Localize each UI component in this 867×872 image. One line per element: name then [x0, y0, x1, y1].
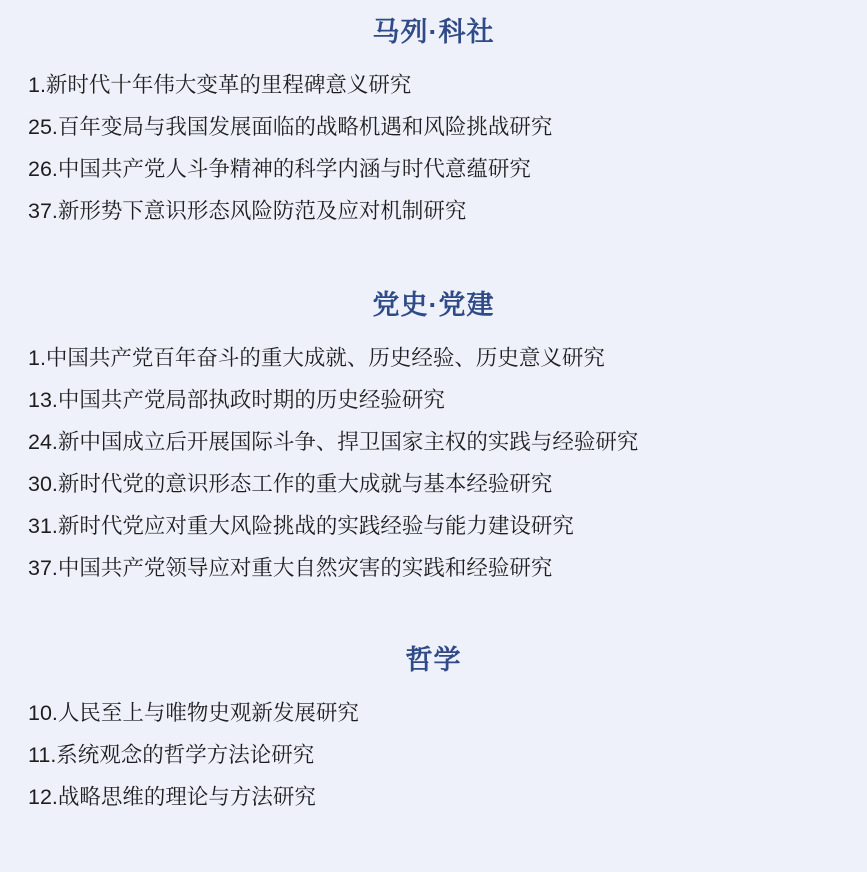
topic-item: 10.人民至上与唯物史观新发展研究: [28, 701, 359, 725]
topic-list-philosophy: [0, 692, 867, 818]
section-title-philosophy: 哲学: [405, 645, 462, 675]
section-title-marxism: 马列·科社: [372, 17, 495, 47]
topic-item: 37.中国共产党领导应对重大自然灾害的实践和经验研究: [28, 556, 553, 580]
topic-item: 12.战略思维的理论与方法研究: [28, 785, 316, 809]
topic-list-marxism: [0, 64, 867, 232]
section-marxism-scientific-socialism: [0, 16, 867, 232]
section-spacer: [0, 232, 867, 289]
topic-item: 11.系统观念的哲学方法论研究: [28, 743, 315, 767]
topic-item: 30.新时代党的意识形态工作的重大成就与基本经验研究: [28, 472, 553, 496]
topic-item: 26.中国共产党人斗争精神的科学内涵与时代意蕴研究: [28, 157, 531, 181]
topic-list-party-history: [0, 337, 867, 589]
section-party-history-building: [0, 289, 867, 589]
section-title-party-history: 党史·党建: [372, 290, 495, 320]
topic-item: 24.新中国成立后开展国际斗争、捍卫国家主权的实践与经验研究: [28, 430, 639, 454]
topic-item: 25.百年变局与我国发展面临的战略机遇和风险挑战研究: [28, 115, 553, 139]
topic-item: 37.新形势下意识形态风险防范及应对机制研究: [28, 199, 467, 223]
section-spacer: [0, 589, 867, 644]
topic-item: 13.中国共产党局部执政时期的历史经验研究: [28, 388, 445, 412]
topic-item: 1.新时代十年伟大变革的里程碑意义研究: [28, 73, 412, 97]
topic-item: 31.新时代党应对重大风险挑战的实践经验与能力建设研究: [28, 514, 574, 538]
section-philosophy: [0, 644, 867, 818]
topic-item: 1.中国共产党百年奋斗的重大成就、历史经验、历史意义研究: [28, 346, 605, 370]
